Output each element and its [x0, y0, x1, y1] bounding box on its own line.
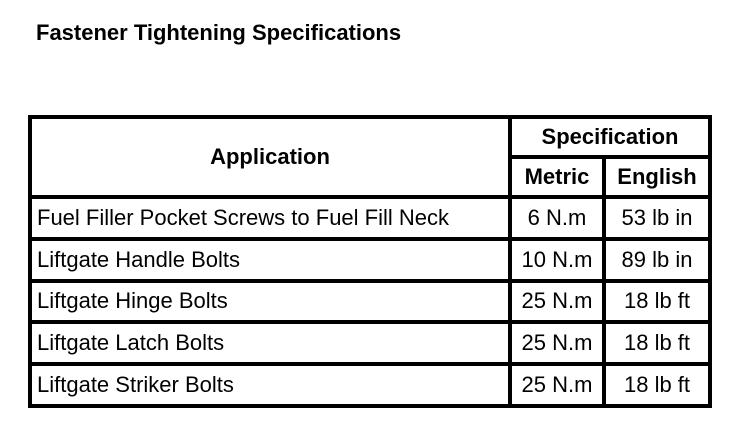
metric-cell: 25 N.m: [510, 281, 604, 323]
table-row: [30, 364, 710, 406]
table-row: [30, 322, 710, 364]
application-cell: Liftgate Striker Bolts: [30, 364, 510, 406]
metric-cell: 25 N.m: [510, 364, 604, 406]
fastener-spec-table: [28, 115, 712, 408]
application-cell: Liftgate Latch Bolts: [30, 322, 510, 364]
table-row: [30, 281, 710, 323]
application-cell: Liftgate Hinge Bolts: [30, 281, 510, 323]
metric-cell: 6 N.m: [510, 197, 604, 239]
application-header: Application: [30, 117, 510, 197]
english-cell: 18 lb ft: [604, 322, 710, 364]
document-title: Fastener Tightening Specifications: [36, 20, 402, 45]
application-cell: Liftgate Handle Bolts: [30, 239, 510, 281]
table-row: [30, 239, 710, 281]
english-cell: 18 lb ft: [604, 364, 710, 406]
application-cell: Fuel Filler Pocket Screws to Fuel Fill Neck: [30, 197, 510, 239]
metric-cell: 10 N.m: [510, 239, 604, 281]
english-cell: 18 lb ft: [604, 281, 710, 323]
header-row-top: [30, 117, 710, 157]
table-row: [30, 197, 710, 239]
metric-header: Metric: [510, 157, 604, 197]
specification-header: Specification: [510, 117, 710, 157]
english-header: English: [604, 157, 710, 197]
english-cell: 53 lb in: [604, 197, 710, 239]
english-cell: 89 lb in: [604, 239, 710, 281]
metric-cell: 25 N.m: [510, 322, 604, 364]
